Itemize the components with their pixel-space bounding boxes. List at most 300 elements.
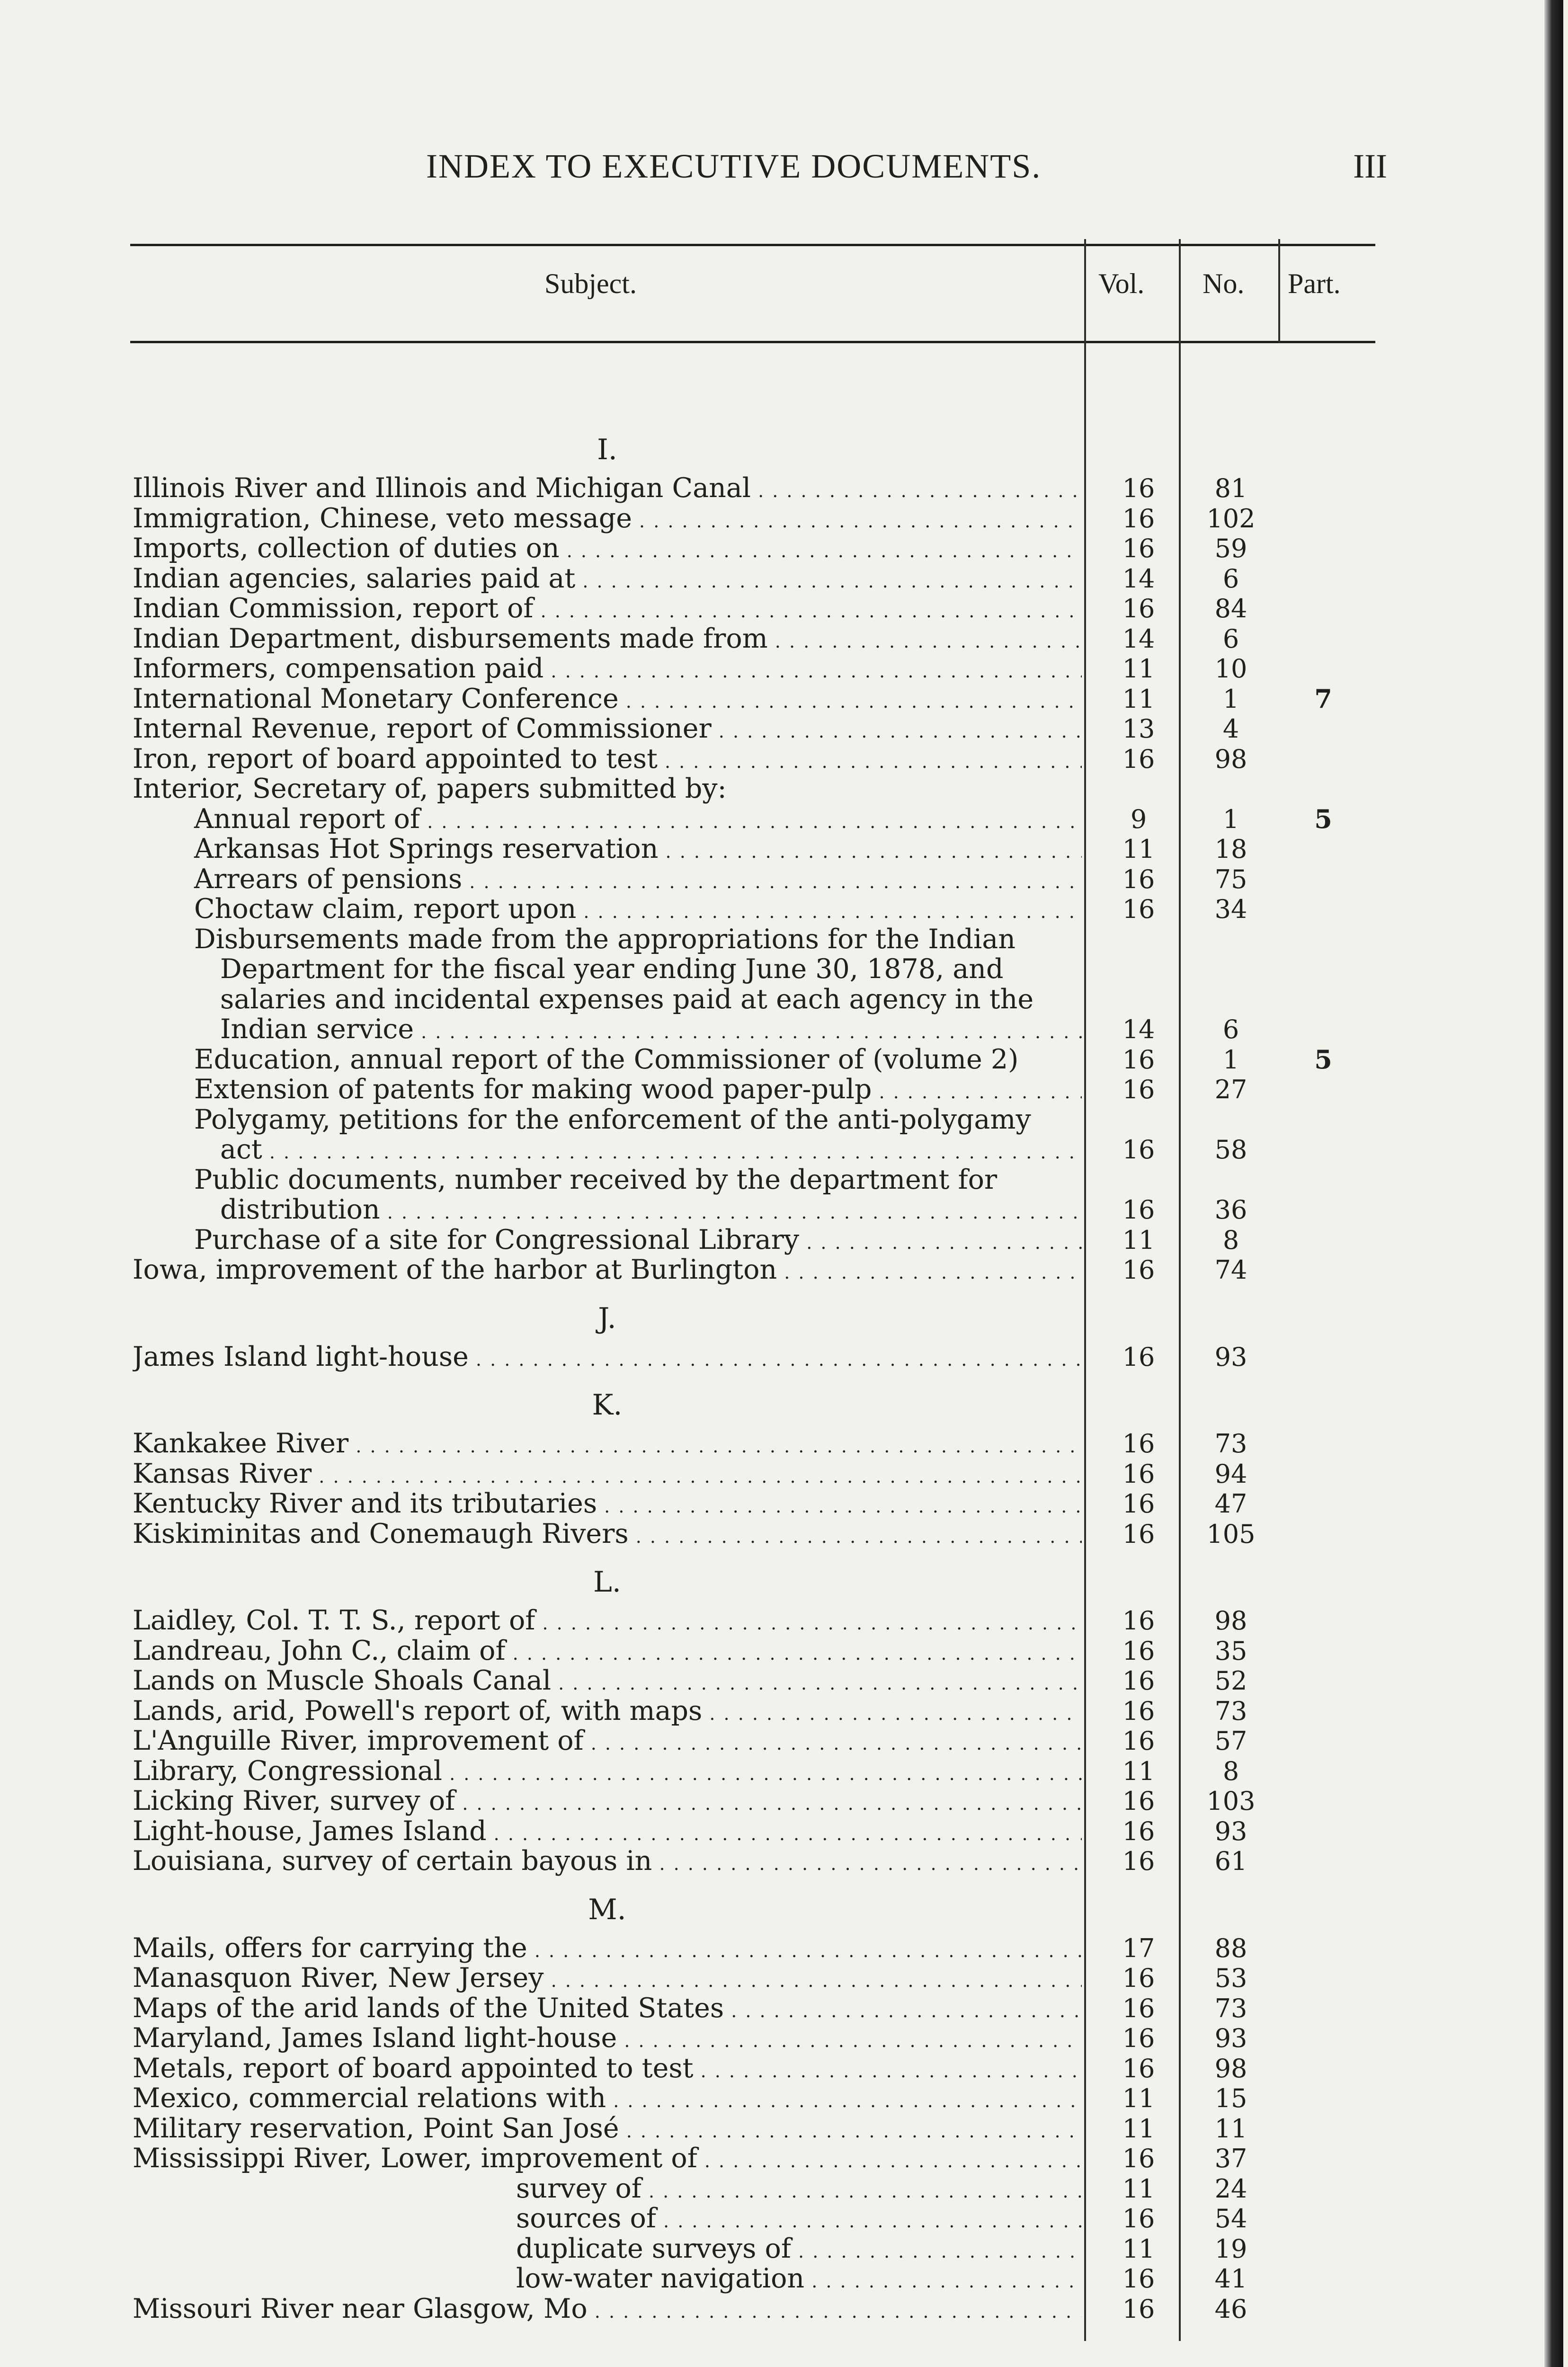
entry-number — [1186, 1105, 1276, 1135]
entry-volume — [1094, 985, 1184, 1015]
entry-subject-text: Education, annual report of the Commissioner of (volume 2) — [194, 1044, 1019, 1075]
entry-part — [1278, 1255, 1368, 1285]
entry-subject-text: Lands on Muscle Shoals Canal — [133, 1666, 552, 1696]
entry-volume: 11 — [1122, 1225, 1155, 1255]
entry-subject-text: Laidley, Col. T. T. S., report of — [133, 1606, 535, 1636]
entry-subject — [133, 2264, 1082, 2294]
entry-subject-text: Interior, Secretary of, papers submitted by: — [133, 774, 727, 804]
entry-part — [1278, 2174, 1368, 2204]
entry-volume: 16 — [1122, 1255, 1155, 1285]
entry-part — [1278, 2294, 1368, 2324]
entry-subject-text: James Island light-house — [133, 1342, 469, 1372]
entry-volume: 16 — [1122, 1666, 1155, 1696]
entry-part — [1278, 624, 1368, 654]
index-entry-row — [133, 954, 1373, 985]
entry-subject-text: Metals, report of board appointed to test — [133, 2053, 694, 2083]
entry-subject — [133, 985, 1082, 1015]
entry-part — [1278, 1606, 1368, 1636]
index-entry-row — [133, 1963, 1373, 1993]
entry-subject — [133, 624, 1082, 654]
entry-subject-text: Department for the fiscal year ending June 30, 1878, and — [220, 954, 1004, 985]
index-entry-row — [133, 473, 1373, 504]
entry-subject — [133, 1165, 1082, 1195]
entry-subject-text: salaries and incidental expenses paid at each agency in the — [220, 984, 1034, 1014]
entry-volume: 16 — [1122, 1519, 1155, 1549]
entry-subject — [133, 1606, 1082, 1636]
entry-subject-text: Louisiana, survey of certain bayous in — [133, 1846, 652, 1877]
entry-part — [1278, 1756, 1368, 1787]
entry-part — [1278, 894, 1368, 925]
entry-volume: 16 — [1122, 1342, 1155, 1372]
entry-number: 6 — [1222, 1014, 1239, 1044]
entry-subject — [133, 1135, 1082, 1165]
entry-part — [1278, 834, 1368, 864]
index-entry-row — [133, 1696, 1373, 1726]
entry-subject-text: act — [220, 1135, 262, 1165]
entry-part — [1278, 2114, 1368, 2144]
entry-part — [1278, 2234, 1368, 2264]
entry-part: 5 — [1314, 803, 1332, 834]
entry-part — [1278, 1933, 1368, 1964]
entry-subject-text: Arrears of pensions — [194, 864, 463, 894]
entry-volume: 14 — [1122, 623, 1155, 654]
entry-subject-text: sources of — [516, 2204, 656, 2234]
index-entry-row — [133, 1014, 1373, 1045]
entry-subject-text: Indian Department, disbursements made from — [133, 623, 768, 654]
index-entry-row — [133, 1726, 1373, 1756]
page-number: III — [1353, 147, 1387, 185]
index-entry-row — [133, 925, 1373, 955]
entry-subject-text: Arkansas Hot Springs reservation — [194, 834, 659, 864]
entry-subject — [133, 954, 1082, 985]
index-entry-row — [133, 1105, 1373, 1135]
entry-subject — [133, 1195, 1082, 1225]
index-entry-row — [133, 985, 1373, 1015]
entry-subject — [133, 1963, 1082, 1993]
index-entry-row — [133, 2264, 1373, 2294]
entry-part — [1278, 2054, 1368, 2084]
entry-volume: 16 — [1122, 2204, 1155, 2234]
index-entry-row — [133, 2174, 1373, 2204]
entry-subject — [133, 864, 1082, 895]
entry-number: 15 — [1214, 2083, 1247, 2113]
column-divider-part — [1278, 239, 1280, 343]
entry-subject-text: Informers, compensation paid — [133, 654, 544, 684]
index-entry-row — [133, 624, 1373, 654]
entry-part — [1278, 1105, 1368, 1135]
entry-number: 34 — [1214, 894, 1247, 924]
entry-number: 81 — [1214, 473, 1247, 503]
entry-number: 98 — [1214, 2053, 1247, 2083]
entry-part — [1278, 534, 1368, 564]
entry-subject-text: Imports, collection of duties on — [133, 534, 560, 564]
entry-volume: 17 — [1122, 1933, 1155, 1963]
entry-subject-text: Military reservation, Point San José — [133, 2113, 619, 2144]
entry-volume: 16 — [1122, 1195, 1155, 1225]
column-header-subject: Subject. — [544, 268, 637, 299]
entry-volume: 9 — [1130, 804, 1147, 834]
entry-number: 27 — [1214, 1075, 1247, 1104]
entry-subject-text: Purchase of a site for Congressional Library — [194, 1225, 800, 1255]
entry-number: 98 — [1214, 1606, 1247, 1636]
entry-subject — [133, 564, 1082, 594]
index-entry-row — [133, 1636, 1373, 1666]
entry-volume: 16 — [1122, 2023, 1155, 2053]
entry-volume: 16 — [1122, 1075, 1155, 1104]
index-entry-row — [133, 1816, 1373, 1847]
entry-number — [1186, 1165, 1276, 1195]
index-entry-row — [133, 1846, 1373, 1877]
entry-part — [1278, 1726, 1368, 1756]
index-entry-row — [133, 2023, 1373, 2054]
entry-subject-text: Extension of patents for making wood paper-pulp — [194, 1075, 872, 1105]
entry-subject-text: Kentucky River and its tributaries — [133, 1489, 597, 1519]
entry-volume: 16 — [1122, 2294, 1155, 2324]
entry-number: 103 — [1206, 1786, 1256, 1816]
index-entry-row — [133, 1165, 1373, 1195]
entry-number — [1186, 954, 1276, 985]
entry-part — [1278, 1014, 1368, 1045]
entry-number: 6 — [1222, 623, 1239, 654]
entry-subject — [133, 1342, 1082, 1372]
entry-subject — [133, 1429, 1082, 1459]
entry-number: 73 — [1214, 1696, 1247, 1726]
entry-subject-text: Immigration, Chinese, veto message — [133, 503, 632, 534]
entry-subject — [133, 1459, 1082, 1489]
entry-part — [1278, 1816, 1368, 1847]
entry-volume — [1094, 925, 1184, 955]
index-entry-row — [133, 2144, 1373, 2174]
entry-subject-text: Library, Congressional — [133, 1756, 442, 1786]
entry-part — [1278, 1075, 1368, 1105]
page-title: INDEX TO EXECUTIVE DOCUMENTS. — [426, 147, 1042, 185]
entry-subject-text: Kansas River — [133, 1459, 312, 1489]
entry-number: 37 — [1214, 2144, 1247, 2173]
entry-number: 73 — [1214, 1993, 1247, 2023]
entry-subject-text: Maryland, James Island light-house — [133, 2023, 617, 2054]
entry-subject — [133, 684, 1082, 714]
index-entry-row — [133, 1429, 1373, 1459]
column-header-vol: Vol. — [1098, 268, 1145, 299]
entry-number: 1 — [1222, 1044, 1239, 1075]
page-edge-shadow — [1544, 0, 1563, 2367]
entry-number: 35 — [1214, 1636, 1247, 1666]
entry-volume: 16 — [1122, 2144, 1155, 2173]
entry-subject-text: Landreau, John C., claim of — [133, 1636, 506, 1666]
entry-subject — [133, 654, 1082, 684]
entry-number — [1186, 925, 1276, 955]
entry-volume: 16 — [1122, 2053, 1155, 2083]
entry-subject — [133, 2294, 1082, 2324]
entry-subject — [133, 1993, 1082, 2024]
entry-subject-text: Kankakee River — [133, 1429, 349, 1459]
entry-part — [1278, 774, 1368, 804]
entry-subject-text: survey of — [516, 2173, 641, 2204]
entry-volume: 16 — [1122, 1459, 1155, 1489]
entry-part — [1278, 2083, 1368, 2114]
index-entry-row — [133, 1666, 1373, 1696]
entry-number: 102 — [1206, 503, 1256, 534]
entry-subject-text: Annual report of — [194, 804, 420, 834]
entry-volume: 16 — [1122, 1135, 1155, 1165]
entry-subject — [133, 1255, 1082, 1285]
entry-volume: 11 — [1122, 2083, 1155, 2113]
entry-subject — [133, 744, 1082, 774]
entry-number: 41 — [1214, 2264, 1247, 2294]
entry-volume: 16 — [1122, 744, 1155, 774]
entry-part — [1278, 1165, 1368, 1195]
entry-subject — [133, 2174, 1082, 2204]
entry-number: 6 — [1222, 563, 1239, 594]
entry-part — [1278, 864, 1368, 895]
index-entry-row — [133, 1786, 1373, 1816]
entry-subject — [133, 1816, 1082, 1847]
entry-subject-text: Manasquon River, New Jersey — [133, 1963, 544, 1993]
entry-subject-text: distribution — [220, 1195, 380, 1225]
entry-number: 52 — [1214, 1666, 1247, 1696]
entry-part — [1278, 1993, 1368, 2024]
entry-subject — [133, 1696, 1082, 1726]
entry-subject — [133, 714, 1082, 744]
entry-subject-text: Maps of the arid lands of the United States — [133, 1993, 724, 2023]
entry-subject-text: Polygamy, petitions for the enforcement of the anti-polygamy — [194, 1104, 1031, 1135]
entry-part — [1278, 2264, 1368, 2294]
section-letter: M. — [588, 1893, 626, 1926]
entry-subject — [133, 2144, 1082, 2174]
section-letter: J. — [598, 1301, 616, 1335]
entry-volume: 11 — [1122, 2113, 1155, 2144]
entry-volume: 16 — [1122, 534, 1155, 563]
entry-volume: 16 — [1122, 1816, 1155, 1846]
entry-number: 98 — [1214, 744, 1247, 774]
index-entry-row — [133, 1756, 1373, 1787]
entry-part — [1278, 1135, 1368, 1165]
entry-subject — [133, 774, 1082, 804]
entry-number: 59 — [1214, 534, 1247, 563]
entry-volume: 11 — [1122, 2173, 1155, 2204]
table-top-rule — [130, 244, 1375, 246]
entry-part — [1278, 1429, 1368, 1459]
index-entry-row — [133, 1255, 1373, 1285]
entry-part — [1278, 1846, 1368, 1877]
entry-part — [1278, 504, 1368, 534]
entry-subject-text: Iowa, improvement of the harbor at Burlington — [133, 1255, 777, 1285]
entry-subject — [133, 1045, 1082, 1075]
index-entry-row — [133, 654, 1373, 684]
entry-part — [1278, 1666, 1368, 1696]
entry-subject-text: Mails, offers for carrying the — [133, 1933, 527, 1963]
entry-subject-text: Kiskiminitas and Conemaugh Rivers — [133, 1519, 629, 1549]
entry-part — [1278, 744, 1368, 774]
entry-number: 75 — [1214, 864, 1247, 894]
entry-subject — [133, 925, 1082, 955]
entry-subject — [133, 894, 1082, 925]
entry-volume: 16 — [1122, 503, 1155, 534]
entry-number: 93 — [1214, 1816, 1247, 1846]
entry-subject — [133, 1014, 1082, 1045]
entry-number: 11 — [1214, 2113, 1247, 2144]
entry-subject — [133, 2054, 1082, 2084]
entry-number: 4 — [1222, 714, 1239, 744]
entry-volume: 14 — [1122, 563, 1155, 594]
entry-subject — [133, 1489, 1082, 1519]
entry-subject-text: Indian service — [220, 1014, 414, 1045]
entry-subject — [133, 804, 1082, 835]
entry-part — [1278, 1696, 1368, 1726]
entry-volume — [1094, 1105, 1184, 1135]
entry-volume — [1094, 954, 1184, 985]
entry-subject-text: Indian agencies, salaries paid at — [133, 563, 576, 594]
entry-subject — [133, 504, 1082, 534]
entry-subject — [133, 1105, 1082, 1135]
entry-subject-text: International Monetary Conference — [133, 684, 619, 714]
index-entry-row — [133, 1993, 1373, 2024]
entry-subject — [133, 1933, 1082, 1964]
entry-volume: 11 — [1122, 834, 1155, 864]
entry-part — [1278, 985, 1368, 1015]
index-entry-row — [133, 1459, 1373, 1489]
entry-volume: 16 — [1122, 594, 1155, 623]
entry-volume: 16 — [1122, 1489, 1155, 1519]
entry-subject — [133, 473, 1082, 504]
index-entry-row — [133, 594, 1373, 624]
entry-volume: 16 — [1122, 864, 1155, 894]
index-entry-row — [133, 1606, 1373, 1636]
index-entry-row — [133, 804, 1373, 835]
entry-part — [1278, 954, 1368, 985]
entry-number: 1 — [1222, 804, 1239, 834]
column-header-part: Part. — [1288, 268, 1341, 299]
entry-number: 36 — [1214, 1195, 1247, 1225]
entry-volume — [1094, 1165, 1184, 1195]
entry-subject-text: low-water navigation — [516, 2264, 805, 2294]
index-entry-row — [133, 1195, 1373, 1225]
entry-subject-text: Disbursements made from the appropriations for the Indian — [194, 924, 1016, 954]
entry-part — [1278, 1636, 1368, 1666]
section-letter: I. — [597, 433, 617, 466]
entry-volume: 16 — [1122, 1846, 1155, 1876]
entry-volume: 16 — [1122, 1606, 1155, 1636]
entry-subject — [133, 1666, 1082, 1696]
entry-number: 8 — [1222, 1225, 1239, 1255]
entry-volume: 16 — [1122, 1993, 1155, 2023]
entry-part — [1278, 1195, 1368, 1225]
entry-part: 7 — [1314, 683, 1332, 714]
index-entry-row — [133, 1489, 1373, 1519]
index-entry-row — [133, 684, 1373, 714]
entry-subject — [133, 1846, 1082, 1877]
index-entry-row — [133, 1342, 1373, 1372]
entry-subject — [133, 1636, 1082, 1666]
entry-volume: 13 — [1122, 714, 1155, 744]
entry-subject — [133, 2114, 1082, 2144]
entry-subject — [133, 2204, 1082, 2234]
entry-subject-text: Mississippi River, Lower, improvement of — [133, 2144, 697, 2174]
entry-number: 74 — [1214, 1255, 1247, 1285]
entry-volume: 11 — [1122, 1756, 1155, 1786]
entry-volume: 16 — [1122, 1429, 1155, 1459]
index-entry-row — [133, 1933, 1373, 1964]
index-entry-row — [133, 1225, 1373, 1255]
entry-subject-text: Light-house, James Island — [133, 1816, 487, 1846]
entry-subject — [133, 2083, 1082, 2114]
entry-number: 19 — [1214, 2234, 1247, 2264]
entry-number: 46 — [1214, 2294, 1247, 2324]
index-entry-row — [133, 2234, 1373, 2264]
entry-volume — [1094, 774, 1184, 804]
entry-number: 8 — [1222, 1756, 1239, 1786]
entry-number: 93 — [1214, 2023, 1247, 2053]
entry-number: 57 — [1214, 1726, 1247, 1756]
entry-volume: 16 — [1122, 1636, 1155, 1666]
entry-number: 18 — [1214, 834, 1247, 864]
entry-volume: 16 — [1122, 1963, 1155, 1993]
entry-subject — [133, 1225, 1082, 1255]
index-entry-row — [133, 834, 1373, 864]
entry-subject-text: Public documents, number received by the department for — [194, 1165, 998, 1195]
index-entry-row — [133, 2294, 1373, 2324]
entry-subject-text: Illinois River and Illinois and Michigan Canal — [133, 473, 751, 504]
entry-number — [1186, 985, 1276, 1015]
entry-subject-text: Licking River, survey of — [133, 1786, 455, 1816]
entry-volume: 11 — [1122, 2234, 1155, 2264]
index-entry-row — [133, 2083, 1373, 2114]
entry-number: 1 — [1222, 684, 1239, 714]
entry-part — [1278, 1786, 1368, 1816]
entry-subject — [133, 834, 1082, 864]
entry-part — [1278, 714, 1368, 744]
entry-volume: 16 — [1122, 1726, 1155, 1756]
index-entry-row — [133, 1045, 1373, 1075]
index-entry-row — [133, 2114, 1373, 2144]
entry-volume: 16 — [1122, 1696, 1155, 1726]
entry-subject-text: Mexico, commercial relations with — [133, 2083, 606, 2114]
column-header-no: No. — [1203, 268, 1245, 299]
entry-volume: 16 — [1122, 1786, 1155, 1816]
index-entry-row — [133, 2054, 1373, 2084]
entry-part — [1278, 925, 1368, 955]
entry-subject-text: Internal Revenue, report of Commissioner — [133, 714, 712, 744]
entry-subject — [133, 534, 1082, 564]
entry-part — [1278, 1342, 1368, 1372]
entry-part: 5 — [1314, 1044, 1332, 1075]
index-entry-row — [133, 534, 1373, 564]
entry-part — [1278, 1519, 1368, 1549]
entry-part — [1278, 2144, 1368, 2174]
entry-part — [1278, 654, 1368, 684]
entry-volume: 14 — [1122, 1014, 1155, 1044]
index-entry-row — [133, 864, 1373, 895]
index-entry-row — [133, 744, 1373, 774]
index-entry-row — [133, 564, 1373, 594]
section-letter: K. — [592, 1388, 623, 1422]
entry-subject-text: Indian Commission, report of — [133, 594, 534, 624]
entry-number: 94 — [1214, 1459, 1247, 1489]
entry-part — [1278, 2023, 1368, 2054]
entry-subject — [133, 1756, 1082, 1787]
index-entry-row — [133, 504, 1373, 534]
entry-part — [1278, 473, 1368, 504]
entry-subject-text: Choctaw claim, report upon — [194, 894, 577, 925]
entry-number: 61 — [1214, 1846, 1247, 1876]
entry-volume: 16 — [1122, 894, 1155, 924]
entry-part — [1278, 1963, 1368, 1993]
entry-subject-text: L'Anguille River, improvement of — [133, 1726, 584, 1756]
index-entry-row — [133, 1135, 1373, 1165]
entry-part — [1278, 1489, 1368, 1519]
entry-subject — [133, 1075, 1082, 1105]
entry-number: 93 — [1214, 1342, 1247, 1372]
